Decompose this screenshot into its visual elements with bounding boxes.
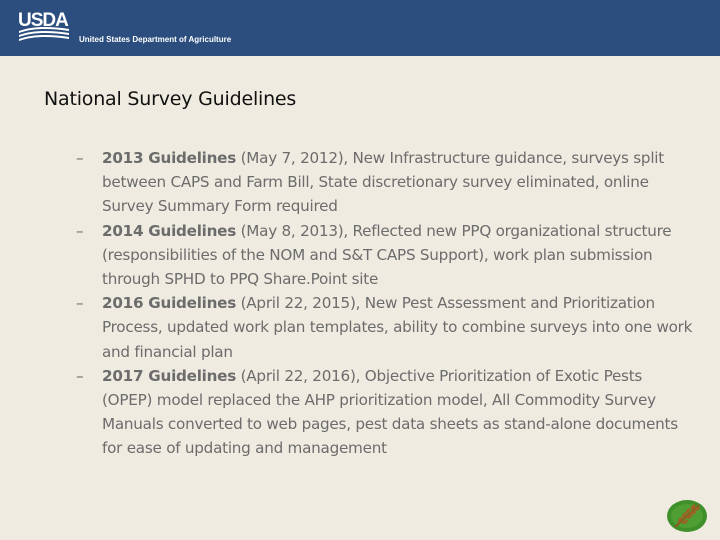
department-name: United States Department of Agriculture <box>79 35 232 44</box>
bullet-dash: – <box>76 149 84 167</box>
wheat-icon[interactable] <box>666 498 708 534</box>
guidelines-list <box>76 146 696 461</box>
bullet-dash: – <box>76 294 84 313</box>
guideline-description: (May 8, 2013), Reflected new PPQ organizational structure (responsibilities of the NOM and S&T CAPS Support), work plan submission through SPHD to PPQ Share.Point site <box>102 221 672 289</box>
header-bar <box>0 0 720 56</box>
guideline-description: (May 7, 2012), New Infrastructure guidance, surveys split between CAPS and Farm Bill, State discretionary survey eliminated, online Survey Summary Form required <box>102 149 664 216</box>
guideline-label: 2013 Guidelines <box>102 149 237 167</box>
slide-title: National Survey Guidelines <box>44 88 297 110</box>
guideline-description: (April 22, 2016), Objective Prioritization of Exotic Pests (OPEP) model replaced the AHP prioritization model, All Commodity Survey Manuals converted to web pages, pest data sheets as stand-alone documents for ease of updating and management <box>102 366 678 458</box>
list-item-2013 <box>76 146 696 219</box>
guideline-label: 2014 Guidelines <box>102 221 237 240</box>
guideline-description: (April 22, 2015), New Pest Assessment and Prioritization Process, updated work plan templates, ability to combine surveys into one work and financial plan <box>102 294 693 361</box>
usda-logo <box>18 9 70 43</box>
list-item-2014 <box>76 219 696 292</box>
bullet-dash: – <box>76 366 84 385</box>
logo-swoosh-3 <box>19 35 69 41</box>
guideline-label: 2016 Guidelines <box>102 294 237 313</box>
bullet-dash: – <box>76 221 84 240</box>
list-item-2016 <box>76 291 696 364</box>
guideline-label: 2017 Guidelines <box>102 366 237 385</box>
list-item-2017 <box>76 364 696 461</box>
logo-wordmark: USDA <box>18 10 68 31</box>
